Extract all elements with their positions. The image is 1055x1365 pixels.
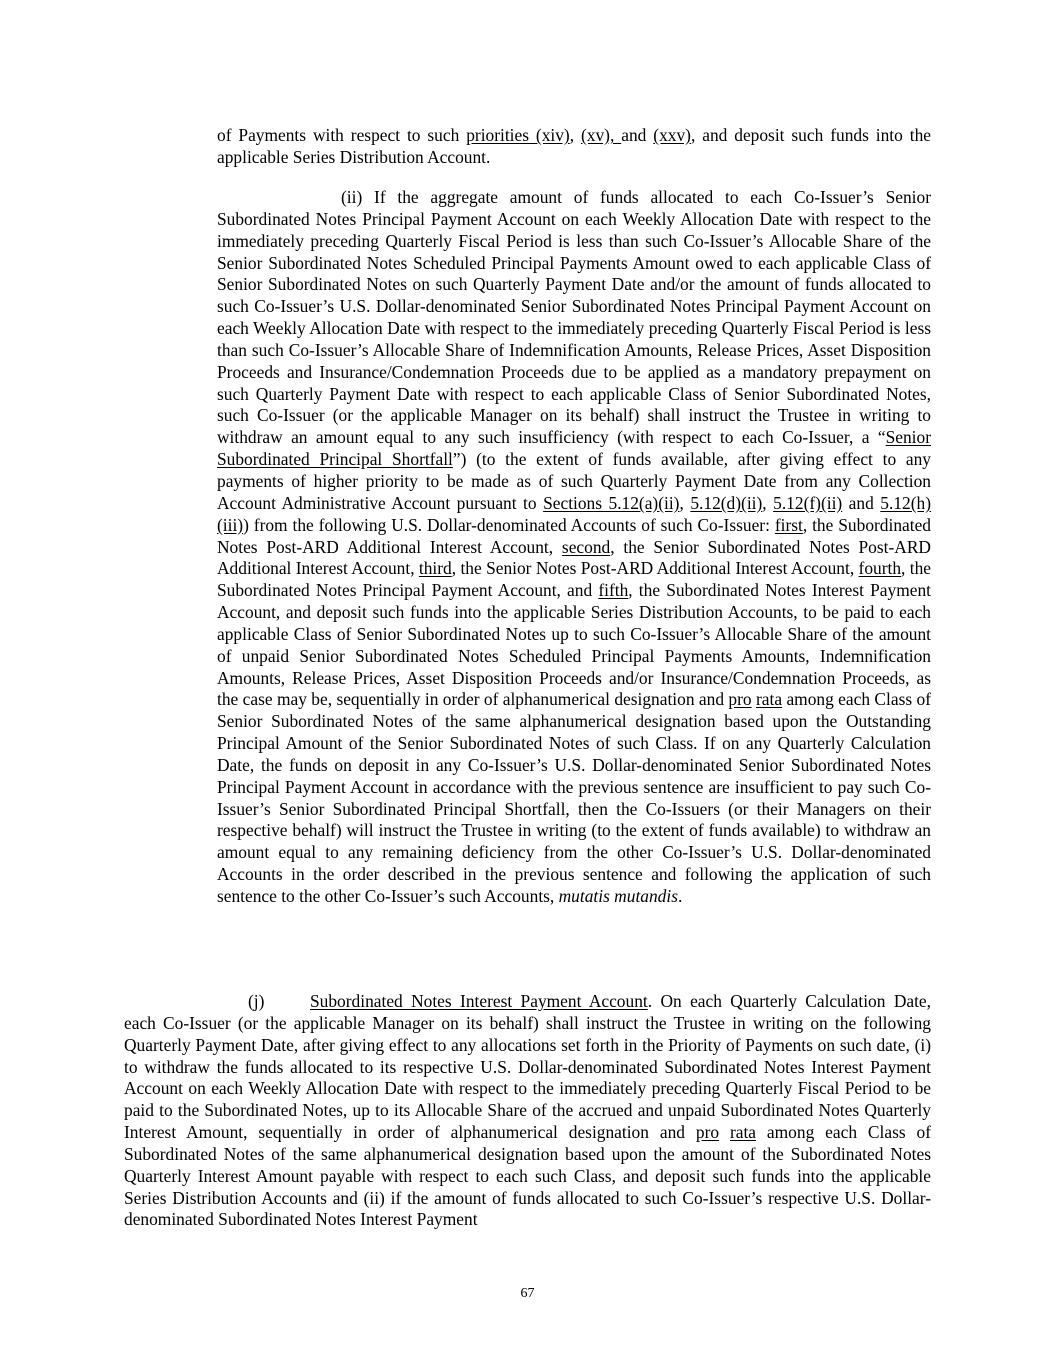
cross-reference: 5.12(h)(iii)	[217, 492, 931, 535]
text-run: , the Subordinated Notes Post-ARD Additional Interest Account,	[217, 514, 931, 557]
text-run: , the Senior Subordinated Notes Post-ARD Additional Interest Account,	[217, 536, 931, 579]
latin-term: rata	[729, 1122, 757, 1143]
text-run: . On each Quarterly Calculation Date, each Co-Issuer (or the applicable Manager on its behalf) shall instruct the Trustee in writing on the following Quarterly Payment Date, after giving effect to any allocations set forth in the Priority of Payments on such date, (i) to withdraw the funds allocated to its respective U.S. Dollar-denominated Subordinated Notes Interest Payment Account on each Weekly Allocation Date with respect to the immediately preceding Quarterly Fiscal Period to be paid to the Subordinated Notes, up to its Allocable Share of the accrued and unpaid Subordinated Notes Quarterly Interest Amount, sequentially in order of alphanumerical designation and	[124, 991, 931, 1143]
text-run: ,	[679, 492, 691, 513]
text-run	[719, 1122, 730, 1142]
ordinal-term: second	[561, 536, 611, 557]
section-heading: Subordinated Notes Interest Payment Account	[310, 991, 648, 1011]
text-run: and	[842, 492, 881, 513]
latin-term: pro	[728, 689, 752, 710]
text-run: , the Senior Notes Post-ARD Additional Interest Account,	[451, 558, 859, 579]
ordinal-term: third	[418, 558, 452, 579]
cross-reference: priorities (xiv)	[466, 125, 570, 145]
section-label: (j)	[248, 991, 265, 1011]
text-run: among each Class of Subordinated Notes of the same alphanumerical designation based upon the amount of the Subordinated Notes Quarterly Interest Amount payable with respect to each such Class, and deposit such funds into the applicable Series Distribution Accounts and (ii) if the amount of funds allocated to such Co-Issuer’s respective U.S. Dollar-denominated Subordinated Notes Interest Payment	[124, 1122, 931, 1230]
latin-term: pro	[695, 1122, 720, 1143]
text-run: .	[677, 886, 683, 906]
text-run: and	[621, 125, 654, 145]
ordinal-term: fifth	[598, 580, 629, 601]
text-run: of Payments with respect to such	[217, 125, 467, 145]
text-run: among each Class of Senior Subordinated Notes of the same alphanumerical designation based upon the Outstanding Principal Amount of the Senior Subordinated Notes of such Class. If on any Quarterly Calculation Date, the funds on deposit in any Co-Issuer’s U.S. Dollar-denominated Senior Subordinated Notes Principal Payment Account in accordance with the previous sentence are insufficient to pay such Co-Issuer’s Senior Subordinated Principal Shortfall, then the Co-Issuers (or their Managers on their respective behalf) will instruct the Trustee in writing (to the extent of funds available) to withdraw an amount equal to any remaining deficiency from the other Co-Issuer’s U.S. Dollar-denominated Accounts in the order described in the previous sentence and following the application of such sentence to the other Co-Issuer’s such Accounts,	[217, 689, 931, 906]
cross-reference: Sections 5.12(a)(ii)	[543, 492, 680, 513]
latin-term: rata	[756, 689, 783, 710]
text-run: , the Subordinated Notes Principal Payment Account, and	[217, 558, 931, 601]
cross-reference: 5.12(f)(ii)	[773, 492, 843, 513]
text-run: ) from the following U.S. Dollar-denominated Accounts of such Co-Issuer:	[243, 514, 775, 535]
text-run: , the Subordinated Notes Interest Payment Account, and deposit such funds into the applicable Series Distribution Accounts, to be paid to each applicable Class of Senior Subordinated Notes up to such Co-Issuer’s Allocable Share of the amount of unpaid Senior Subordinated Notes Scheduled Principal Payments Amounts, Indemnification Amounts, Release Prices, Asset Disposition Proceeds and/or Insurance/Condemnation Proceeds, as the case may be, sequentially in order of alphanumerical designation and	[217, 580, 931, 710]
text-run: , and deposit such funds into the applicable Series Distribution Account.	[217, 125, 931, 167]
text-run: ”) (to the extent of funds available, after giving effect to any payments of higher priority to be made as of such Quarterly Payment Date from any Collection Account Administrative Account pursuant to	[217, 449, 932, 513]
paragraph-j-subordinated-interest	[124, 991, 931, 1231]
cross-reference: (xv),	[581, 125, 622, 145]
defined-term: Senior Subordinated Principal Shortfall	[217, 427, 931, 470]
text-run: ,	[569, 125, 581, 145]
cross-reference: 5.12(d)(ii)	[690, 492, 763, 513]
text-run: ,	[762, 492, 774, 513]
ordinal-term: first	[774, 514, 803, 535]
paragraph-ii-senior-subordinated-shortfall	[217, 187, 931, 908]
italic-term: mutatis mutandis	[558, 886, 678, 906]
cross-reference: (xxv)	[653, 125, 691, 145]
page-number: 67	[520, 1286, 535, 1301]
ordinal-term: fourth	[858, 558, 902, 579]
paragraph-priorities-continuation	[217, 125, 931, 169]
text-run: (ii) If the aggregate amount of funds allocated to each Co-Issuer’s Senior Subordinated Notes Principal Payment Account on each Weekly Allocation Date with respect to the immediately preceding Quarterly Fiscal Period is less than such Co-Issuer’s Allocable Share of the Senior Subordinated Notes Scheduled Principal Payments Amount owed to each applicable Class of Senior Subordinated Notes on such Quarterly Payment Date and/or the amount of funds allocated to such Co-Issuer’s U.S. Dollar-denominated Senior Subordinated Notes Principal Payment Account on each Weekly Allocation Date with respect to the immediately preceding Quarterly Fiscal Period is less than such Co-Issuer’s Allocable Share of Indemnification Amounts, Release Prices, Asset Disposition Proceeds and Insurance/Condemnation Proceeds due to be applied as a mandatory prepayment on such Quarterly Payment Date with respect to each applicable Class of Senior Subordinated Notes, such Co-Issuer (or the applicable Manager on its behalf) shall instruct the Trustee in writing to withdraw an amount equal to any such insufficiency (with respect to each Co-Issuer, a “	[217, 187, 931, 448]
